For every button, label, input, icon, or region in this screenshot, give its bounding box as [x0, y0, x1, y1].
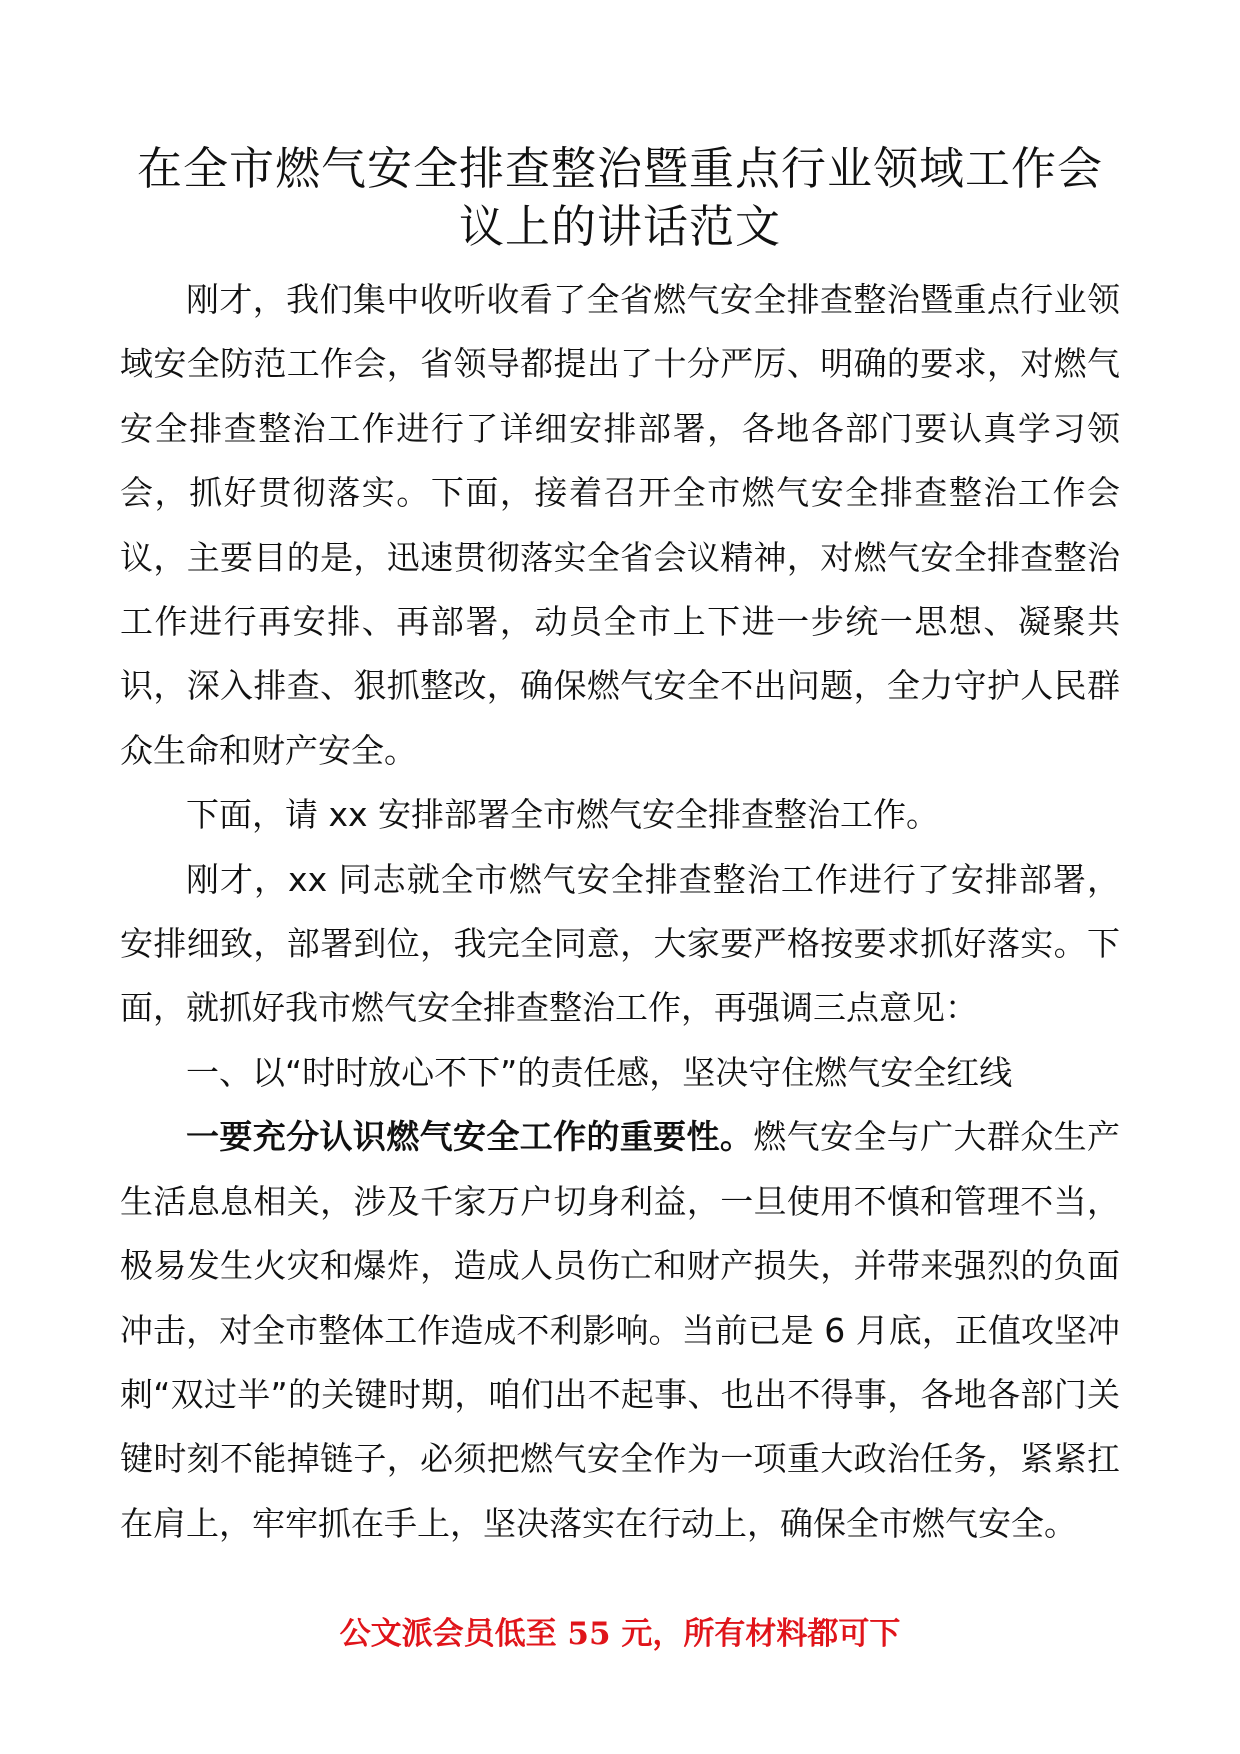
point-one-text: 燃气安全与广大群众生产生活息息相关，涉及千家万户切身利益，一旦使用不慎和管理不当，极易发生火灾和爆炸，造成人员伤亡和财产损失，并带来强烈的负面冲击，对全市整体工作造成不利影响。当前已是 6 月底，正值攻坚冲刺“双过半”的关键时期，咱们出不起事、也出不得事，各地各部门关键时刻不能掉链子，必须把燃气安全作为一项重大政治任务，紧紧扛在肩上，牢牢抓在手上，坚决落实在行动上，确保全市燃气安全。 — [120, 1117, 1121, 1543]
title-line-2: 议上的讲话范文 — [458, 200, 781, 253]
paragraph-point-one — [120, 1105, 1120, 1556]
point-one-lead: 一要充分认识燃气安全工作的重要性。 — [186, 1117, 754, 1157]
paragraph-opening: 刚才，我们集中收听收看了全省燃气安全排查整治暨重点行业领域安全防范工作会，省领导都提出了十分严厉、明确的要求，对燃气安全排查整治工作进行了详细安排部署，各地各部门要认真学习领会，抓好贯彻落实。下面，接着召开全市燃气安全排查整治工作会议，主要目的是，迅速贯彻落实全省会议精神，对燃气安全排查整治工作进行再安排、再部署，动员全市上下进一步统一思想、凝聚共识，深入排查、狠抓整改，确保燃气安全不出问题，全力守护人民群众生命和财产安全。 — [120, 280, 1120, 770]
document-title — [110, 140, 1130, 256]
promo-banner: 公文派会员低至 55 元，所有材料都可下 — [339, 1616, 901, 1652]
title-line-1: 在全市燃气安全排查整治暨重点行业领域工作会 — [136, 142, 1103, 195]
paragraph-response: 刚才，xx 同志就全市燃气安全排查整治工作进行了安排部署，安排细致，部署到位，我完全同意，大家要严格按要求抓好落实。下面，就抓好我市燃气安全排查整治工作，再强调三点意见： — [120, 859, 1120, 1028]
paragraph-arrangement: 下面，请 xx 安排部署全市燃气安全排查整治工作。 — [186, 795, 940, 835]
section-heading-one: 一、以“时时放心不下”的责任感，坚决守住燃气安全红线 — [186, 1052, 1013, 1092]
document-body — [120, 268, 1120, 1556]
